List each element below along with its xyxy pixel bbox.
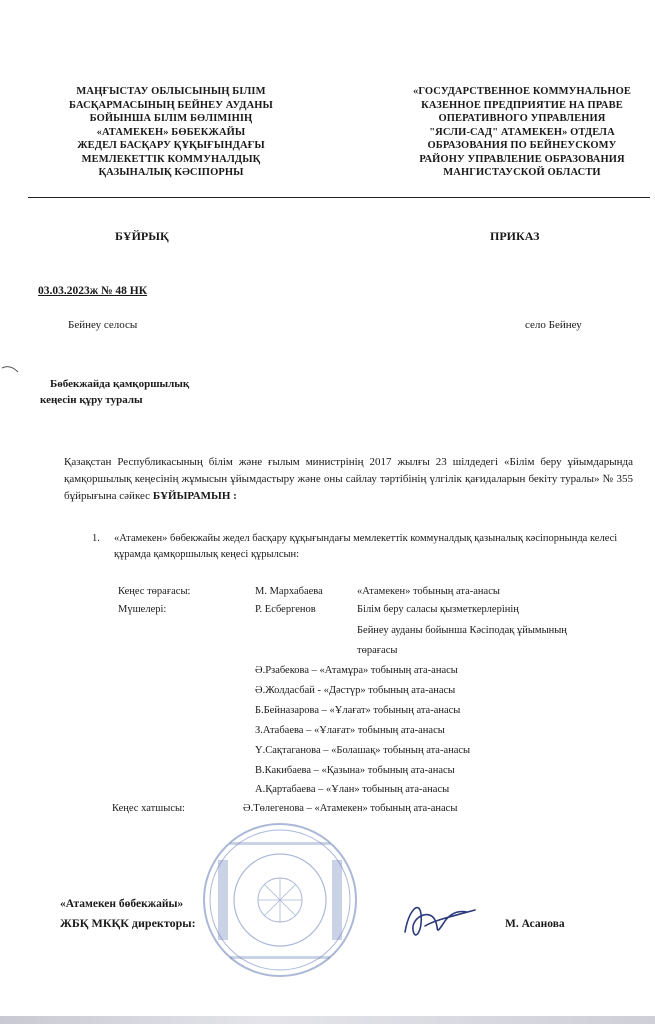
signature-role: ЖБҚ МКҚК директоры: — [60, 916, 196, 930]
place-kz: Бейнеу селосы — [68, 319, 138, 331]
item-number: 1. — [92, 533, 100, 544]
header-left-line: ЖЕДЕЛ БАСҚАРУ ҚҰҚЫҒЫНДАҒЫ — [77, 140, 265, 151]
header-left-line: БОЙЫНША БІЛІМ БӨЛІМІНІҢ — [89, 113, 253, 124]
member-first-desc: Білім беру саласы қызметкерлерінің — [357, 604, 519, 615]
secretary-label: Кеңес хатшысы: — [112, 803, 185, 814]
signature-org: «Атамекен бөбекжайы» — [60, 898, 184, 910]
members-label: Мүшелері: — [118, 604, 167, 615]
header-left-line: БАСҚАРМАСЫНЫҢ БЕЙНЕУ АУДАНЫ — [69, 99, 273, 111]
member-line: Б.Бейназарова – «Ұлағат» тобының ата-анасы — [255, 705, 461, 716]
order-item-1 — [92, 531, 637, 563]
body-text: Қазақстан Республикасының білім және ғылым министрінің 2017 жылғы 23 шілдедегі «Білім беру ұйымдарында қамқоршылық кеңесінің жұмысын ұйымдастыру және оны сайлау тәртібінің үлгілік қағидаларын бекіту туралы» № 355 бұйрығына сәйкес — [64, 456, 633, 502]
title-kz: БҰЙРЫҚ — [115, 229, 169, 243]
header-right-line: МАНГИСТАУСКОЙ ОБЛАСТИ — [443, 167, 601, 178]
member-first-desc: төрағасы — [357, 645, 398, 656]
secretary-line: Ә.Төлегенова – «Атамекен» тобының ата-анасы — [243, 803, 458, 814]
document-number: 03.03.2023ж № 48 НК — [38, 285, 148, 297]
title-ru: ПРИКАЗ — [490, 229, 540, 243]
member-line: Ү.Сақтаганова – «Болашақ» тобының ата-анасы — [255, 745, 471, 756]
header-divider — [28, 197, 650, 198]
subject-line: Бөбекжайда қамқоршылық — [50, 378, 190, 390]
header-right-line: ОПЕРАТИВНОГО УПРАВЛЕНИЯ — [438, 113, 606, 124]
header-left — [40, 85, 302, 180]
chair-name: М. Мархабаева — [255, 586, 323, 597]
header-right-line: РАЙОНУ УПРАВЛЕНИЕ ОБРАЗОВАНИЯ — [419, 153, 625, 165]
signature-name: М. Асанова — [505, 918, 565, 930]
item-text: «Атамекен» бөбекжайы жедел басқару құқығындағы мемлекеттік коммуналдық қазыналық кәсіпорнында келесі құрамда қамқоршылық кеңесі құрылсын: — [114, 533, 618, 560]
subject-line: кеңесін құру туралы — [40, 394, 143, 406]
member-line: А.Қартабаева – «Ұлан» тобының ата-анасы — [255, 784, 450, 795]
body-paragraph — [38, 454, 633, 505]
header-right — [372, 85, 655, 180]
signature-icon — [395, 890, 485, 950]
header-right-line: ОБРАЗОВАНИЯ ПО БЕЙНЕУСКОМУ — [427, 140, 617, 151]
header-right-line: "ЯСЛИ-САД" АТАМЕКЕН» ОТДЕЛА — [429, 126, 615, 138]
place-ru: село Бейнеу — [525, 319, 582, 331]
official-stamp-icon — [200, 820, 360, 980]
header-left-line: «АТАМЕКЕН» БӨБЕКЖАЙЫ — [96, 126, 246, 138]
header-left-line: ҚАЗЫНАЛЫҚ КӘСІПОРНЫ — [98, 167, 244, 178]
header-right-line: КАЗЕННОЕ ПРЕДПРИЯТИЕ НА ПРАВЕ — [421, 99, 623, 111]
chair-desc: «Атамекен» тобының ата-анасы — [357, 586, 500, 597]
header-left-line: МАҢҒЫСТАУ ОБЛЫСЫНЫҢ БІЛІМ — [76, 86, 266, 97]
member-first-name: Р. Есбергенов — [255, 604, 316, 615]
member-line: Ә.Рзабекова – «Атамұра» тобының ата-анасы — [255, 665, 458, 676]
header-left-line: МЕМЛЕКЕТТІК КОММУНАЛДЫҚ — [81, 153, 261, 165]
member-first-desc: Бейнеу ауданы бойынша Кәсіподақ ұйымының — [357, 625, 567, 636]
chair-label: Кеңес төрағасы: — [118, 586, 191, 597]
header-right-line: «ГОСУДАРСТВЕННОЕ КОММУНАЛЬНОЕ — [413, 86, 631, 97]
member-line: Ә.Жолдасбай - «Дәстүр» тобының ата-анасы — [255, 685, 456, 696]
member-line: З.Атабаева – «Ұлағат» тобының ата-анасы — [255, 725, 445, 736]
scan-mark-icon — [0, 360, 30, 390]
member-line: В.Какибаева – «Қазына» тобының ата-анасы — [255, 765, 455, 776]
order-subject — [40, 376, 260, 408]
scan-edge — [0, 1016, 655, 1024]
body-emphasis: БҰЙЫРАМЫН : — [152, 490, 237, 502]
